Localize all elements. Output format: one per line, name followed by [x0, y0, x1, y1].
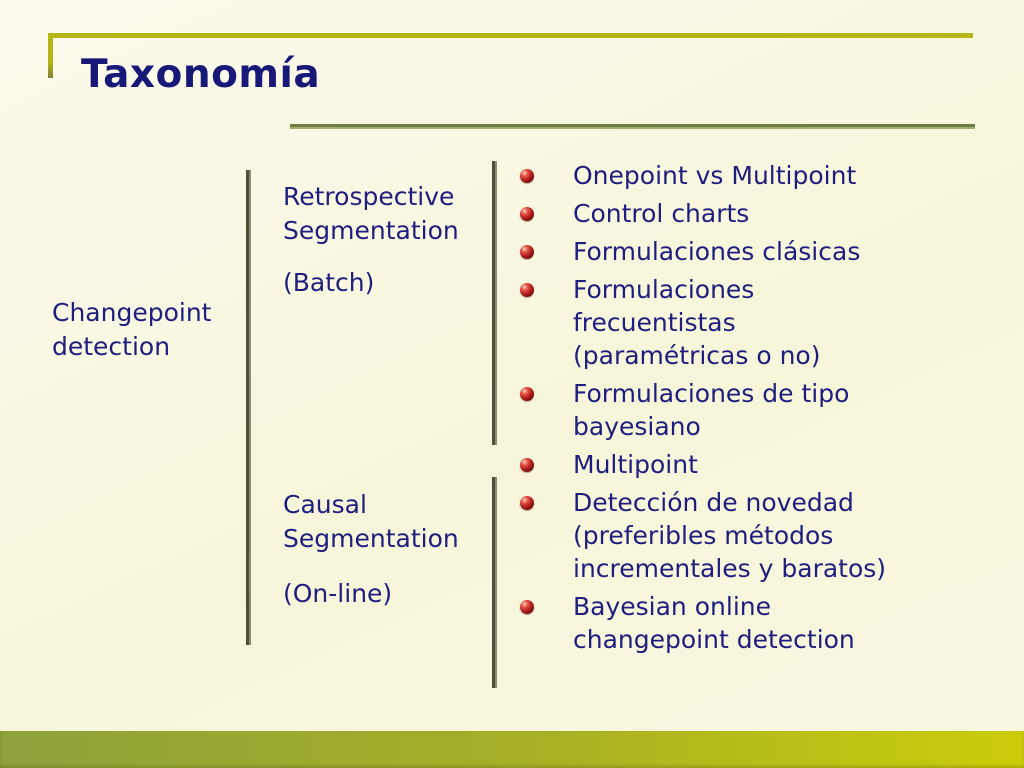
- bullet-sphere-icon: [520, 245, 534, 259]
- bullet-text: Bayesian online changepoint detection: [573, 592, 855, 654]
- root-label: Changepoint detection: [52, 298, 212, 361]
- bullet-item: [520, 486, 895, 585]
- bullet-text: Formulaciones de tipo bayesiano: [573, 379, 850, 441]
- bullet-item: [520, 273, 895, 372]
- bullet-sphere-icon: [520, 169, 534, 183]
- branch2-label: Causal Segmentation: [283, 490, 459, 553]
- branch1-label: Retrospective Segmentation: [283, 182, 459, 245]
- bullet-text: Onepoint vs Multipoint: [573, 161, 857, 190]
- divider-root-branches: [246, 170, 251, 645]
- bullet-item: [520, 235, 895, 268]
- bullet-text: Detección de novedad (preferibles métodos incrementales y baratos): [573, 488, 887, 583]
- bullet-sphere-icon: [520, 496, 534, 510]
- branch2-mode-label: (On-line): [283, 579, 393, 608]
- bullet-sphere-icon: [520, 283, 534, 297]
- bullet-sphere-icon: [520, 458, 534, 472]
- bullet-sphere-icon: [520, 207, 534, 221]
- bullet-sphere-icon: [520, 387, 534, 401]
- bullet-list: [520, 159, 895, 656]
- bullet-text: Control charts: [573, 199, 750, 228]
- bullet-text: Formulaciones frecuentistas (paramétricas o no): [573, 275, 821, 370]
- branch1-mode-label: (Batch): [283, 268, 375, 297]
- bullet-text: Multipoint: [573, 450, 698, 479]
- footer-bar: [0, 731, 1024, 768]
- bullet-item: [520, 159, 895, 192]
- header-corner-stub: [48, 33, 53, 78]
- bullet-sphere-icon: [520, 600, 534, 614]
- bullet-item: [520, 590, 895, 656]
- header-accent-line: [48, 33, 973, 38]
- title-underline: [290, 124, 975, 129]
- bullet-item: [520, 448, 895, 481]
- page-title: Taxonomía: [81, 52, 321, 97]
- bullet-text: Formulaciones clásicas: [573, 237, 861, 266]
- bullet-item: [520, 377, 895, 443]
- bullet-item: [520, 197, 895, 230]
